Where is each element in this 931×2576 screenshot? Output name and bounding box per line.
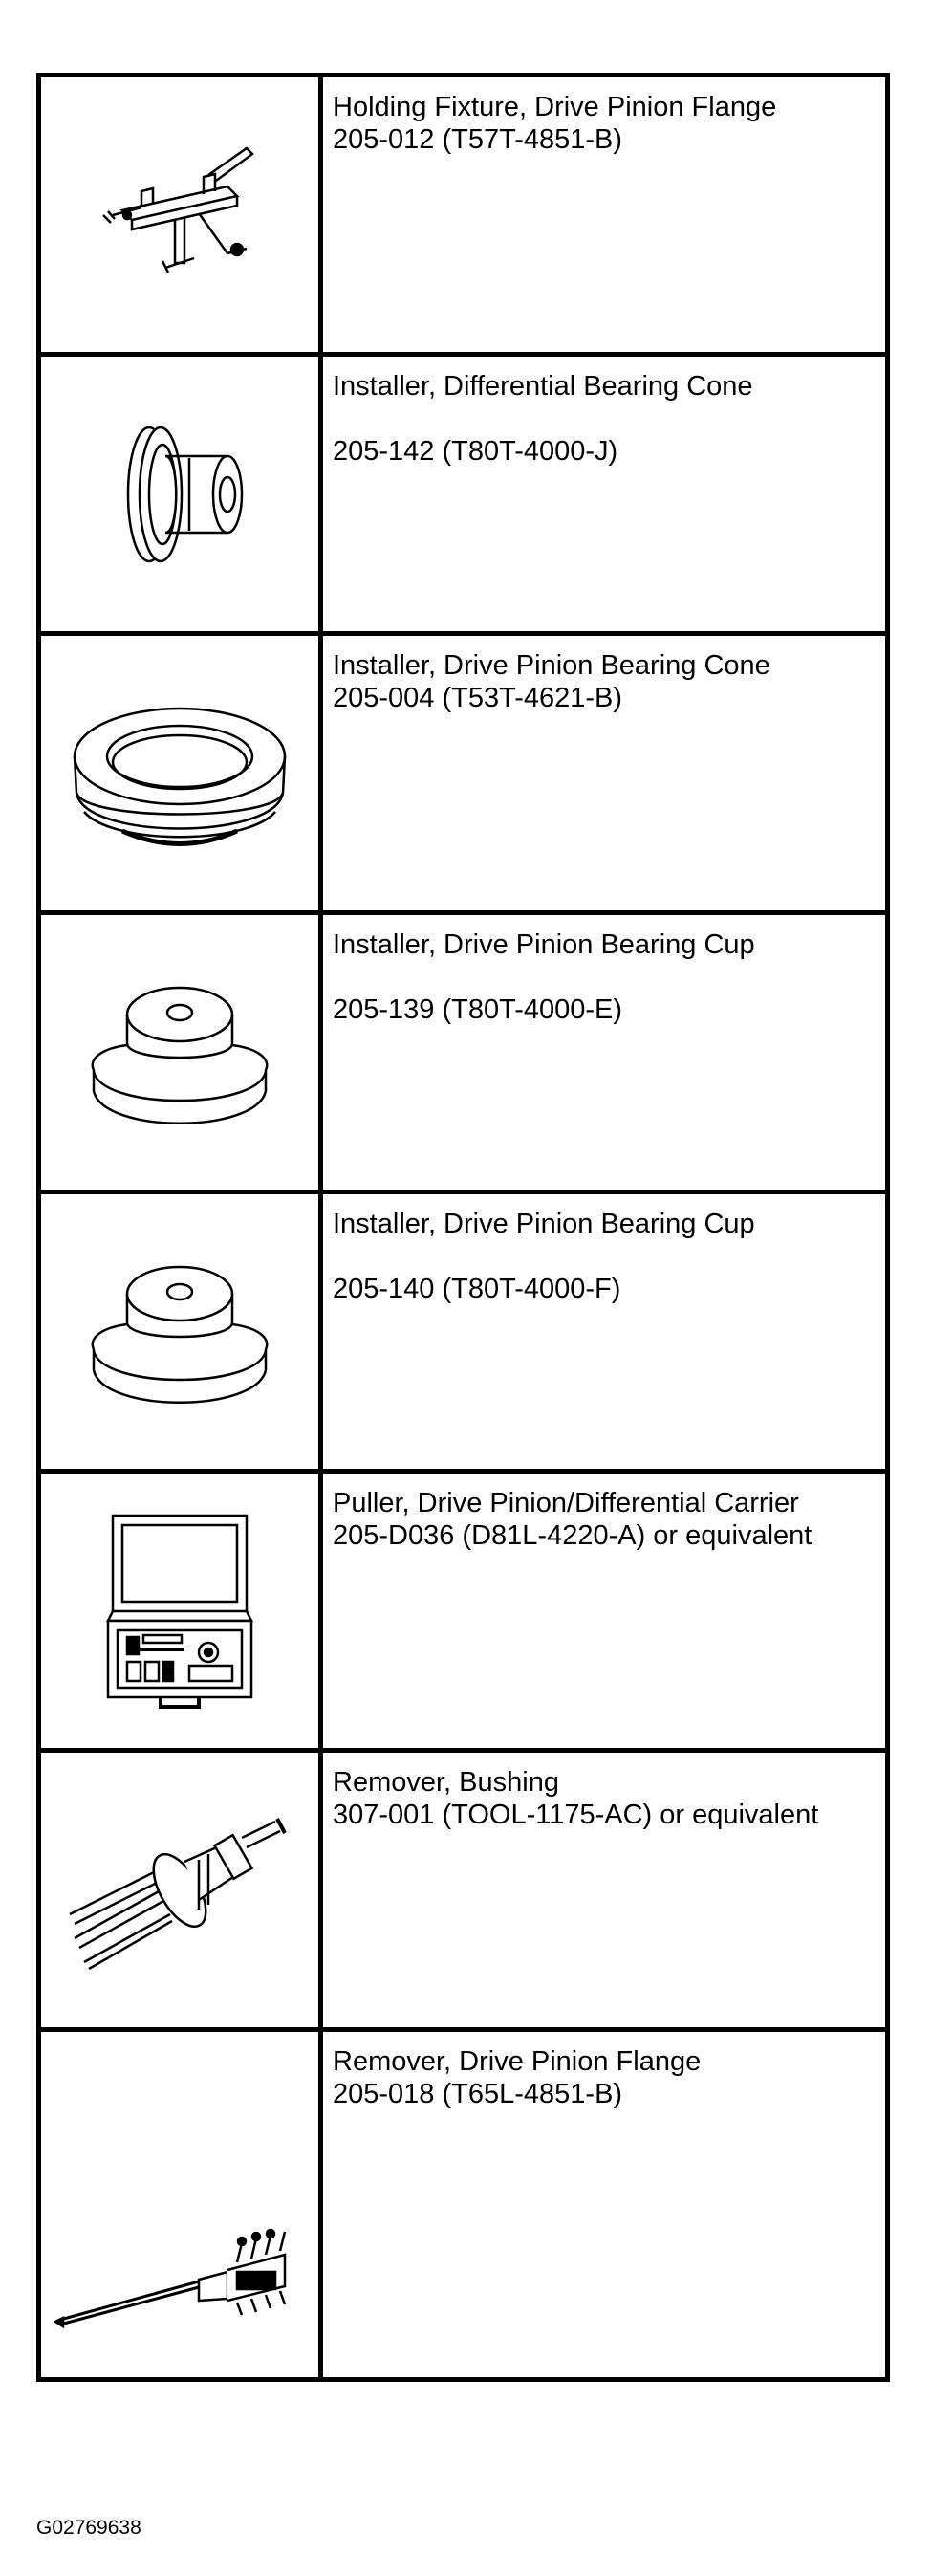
tool-image-cell (39, 1751, 321, 2030)
bearing-cone-installer-icon (84, 399, 275, 590)
tool-description-cell (321, 355, 888, 634)
table-row (39, 1751, 888, 2030)
figure-id: G02769638 (36, 2517, 141, 2539)
table-row (39, 1472, 888, 1751)
ring-installer-icon (55, 678, 304, 869)
holding-fixture-icon (84, 120, 275, 311)
tool-description-cell (321, 1472, 888, 1751)
tool-number: 205-012 (T57T-4851-B) (333, 124, 623, 155)
tool-number: 307-001 (TOOL-1175-AC) or equivalent (333, 1800, 819, 1830)
tool-image-cell (39, 634, 321, 913)
tool-number: 205-018 (T65L-4851-B) (333, 2079, 623, 2109)
tool-description-cell (321, 634, 888, 913)
tool-image-cell (39, 2030, 321, 2380)
table-row (39, 76, 888, 355)
tool-image-cell (39, 355, 321, 634)
tool-number: 205-142 (T80T-4000-J) (333, 436, 618, 467)
tool-name: Installer, Drive Pinion Bearing Cup (333, 1209, 755, 1239)
tool-name: Remover, Bushing (333, 1767, 559, 1798)
table-row (39, 913, 888, 1192)
tool-description-cell (321, 1751, 888, 2030)
tool-name: Installer, Drive Pinion Bearing Cone (333, 650, 770, 681)
cup-installer-icon (75, 1236, 285, 1428)
tool-name: Installer, Drive Pinion Bearing Cup (333, 929, 755, 960)
tool-description-cell (321, 913, 888, 1192)
flange-remover-icon (46, 2062, 314, 2348)
table-row (39, 634, 888, 913)
tool-number: 205-D036 (D81L-4220-A) or equivalent (333, 1520, 812, 1551)
tool-description-cell (321, 2030, 888, 2380)
puller-case-icon (94, 1501, 266, 1721)
table-row (39, 355, 888, 634)
special-tools-table (36, 73, 890, 2382)
tool-number: 205-004 (T53T-4621-B) (333, 683, 623, 713)
tool-name: Remover, Drive Pinion Flange (333, 2046, 702, 2077)
tool-name: Installer, Differential Bearing Cone (333, 371, 753, 402)
bushing-remover-icon (55, 1795, 304, 1986)
table-row (39, 2030, 888, 2380)
tool-image-cell (39, 76, 321, 355)
table-row (39, 1192, 888, 1472)
tool-number: 205-139 (T80T-4000-E) (333, 994, 623, 1025)
cup-installer-icon (75, 957, 285, 1148)
tool-number: 205-140 (T80T-4000-F) (333, 1274, 621, 1304)
tool-name: Puller, Drive Pinion/Differential Carrier (333, 1488, 799, 1518)
tool-name: Holding Fixture, Drive Pinion Flange (333, 92, 777, 122)
tool-description-cell (321, 1192, 888, 1472)
tool-image-cell (39, 1472, 321, 1751)
tool-description-cell (321, 76, 888, 355)
tool-image-cell (39, 913, 321, 1192)
tool-image-cell (39, 1192, 321, 1472)
